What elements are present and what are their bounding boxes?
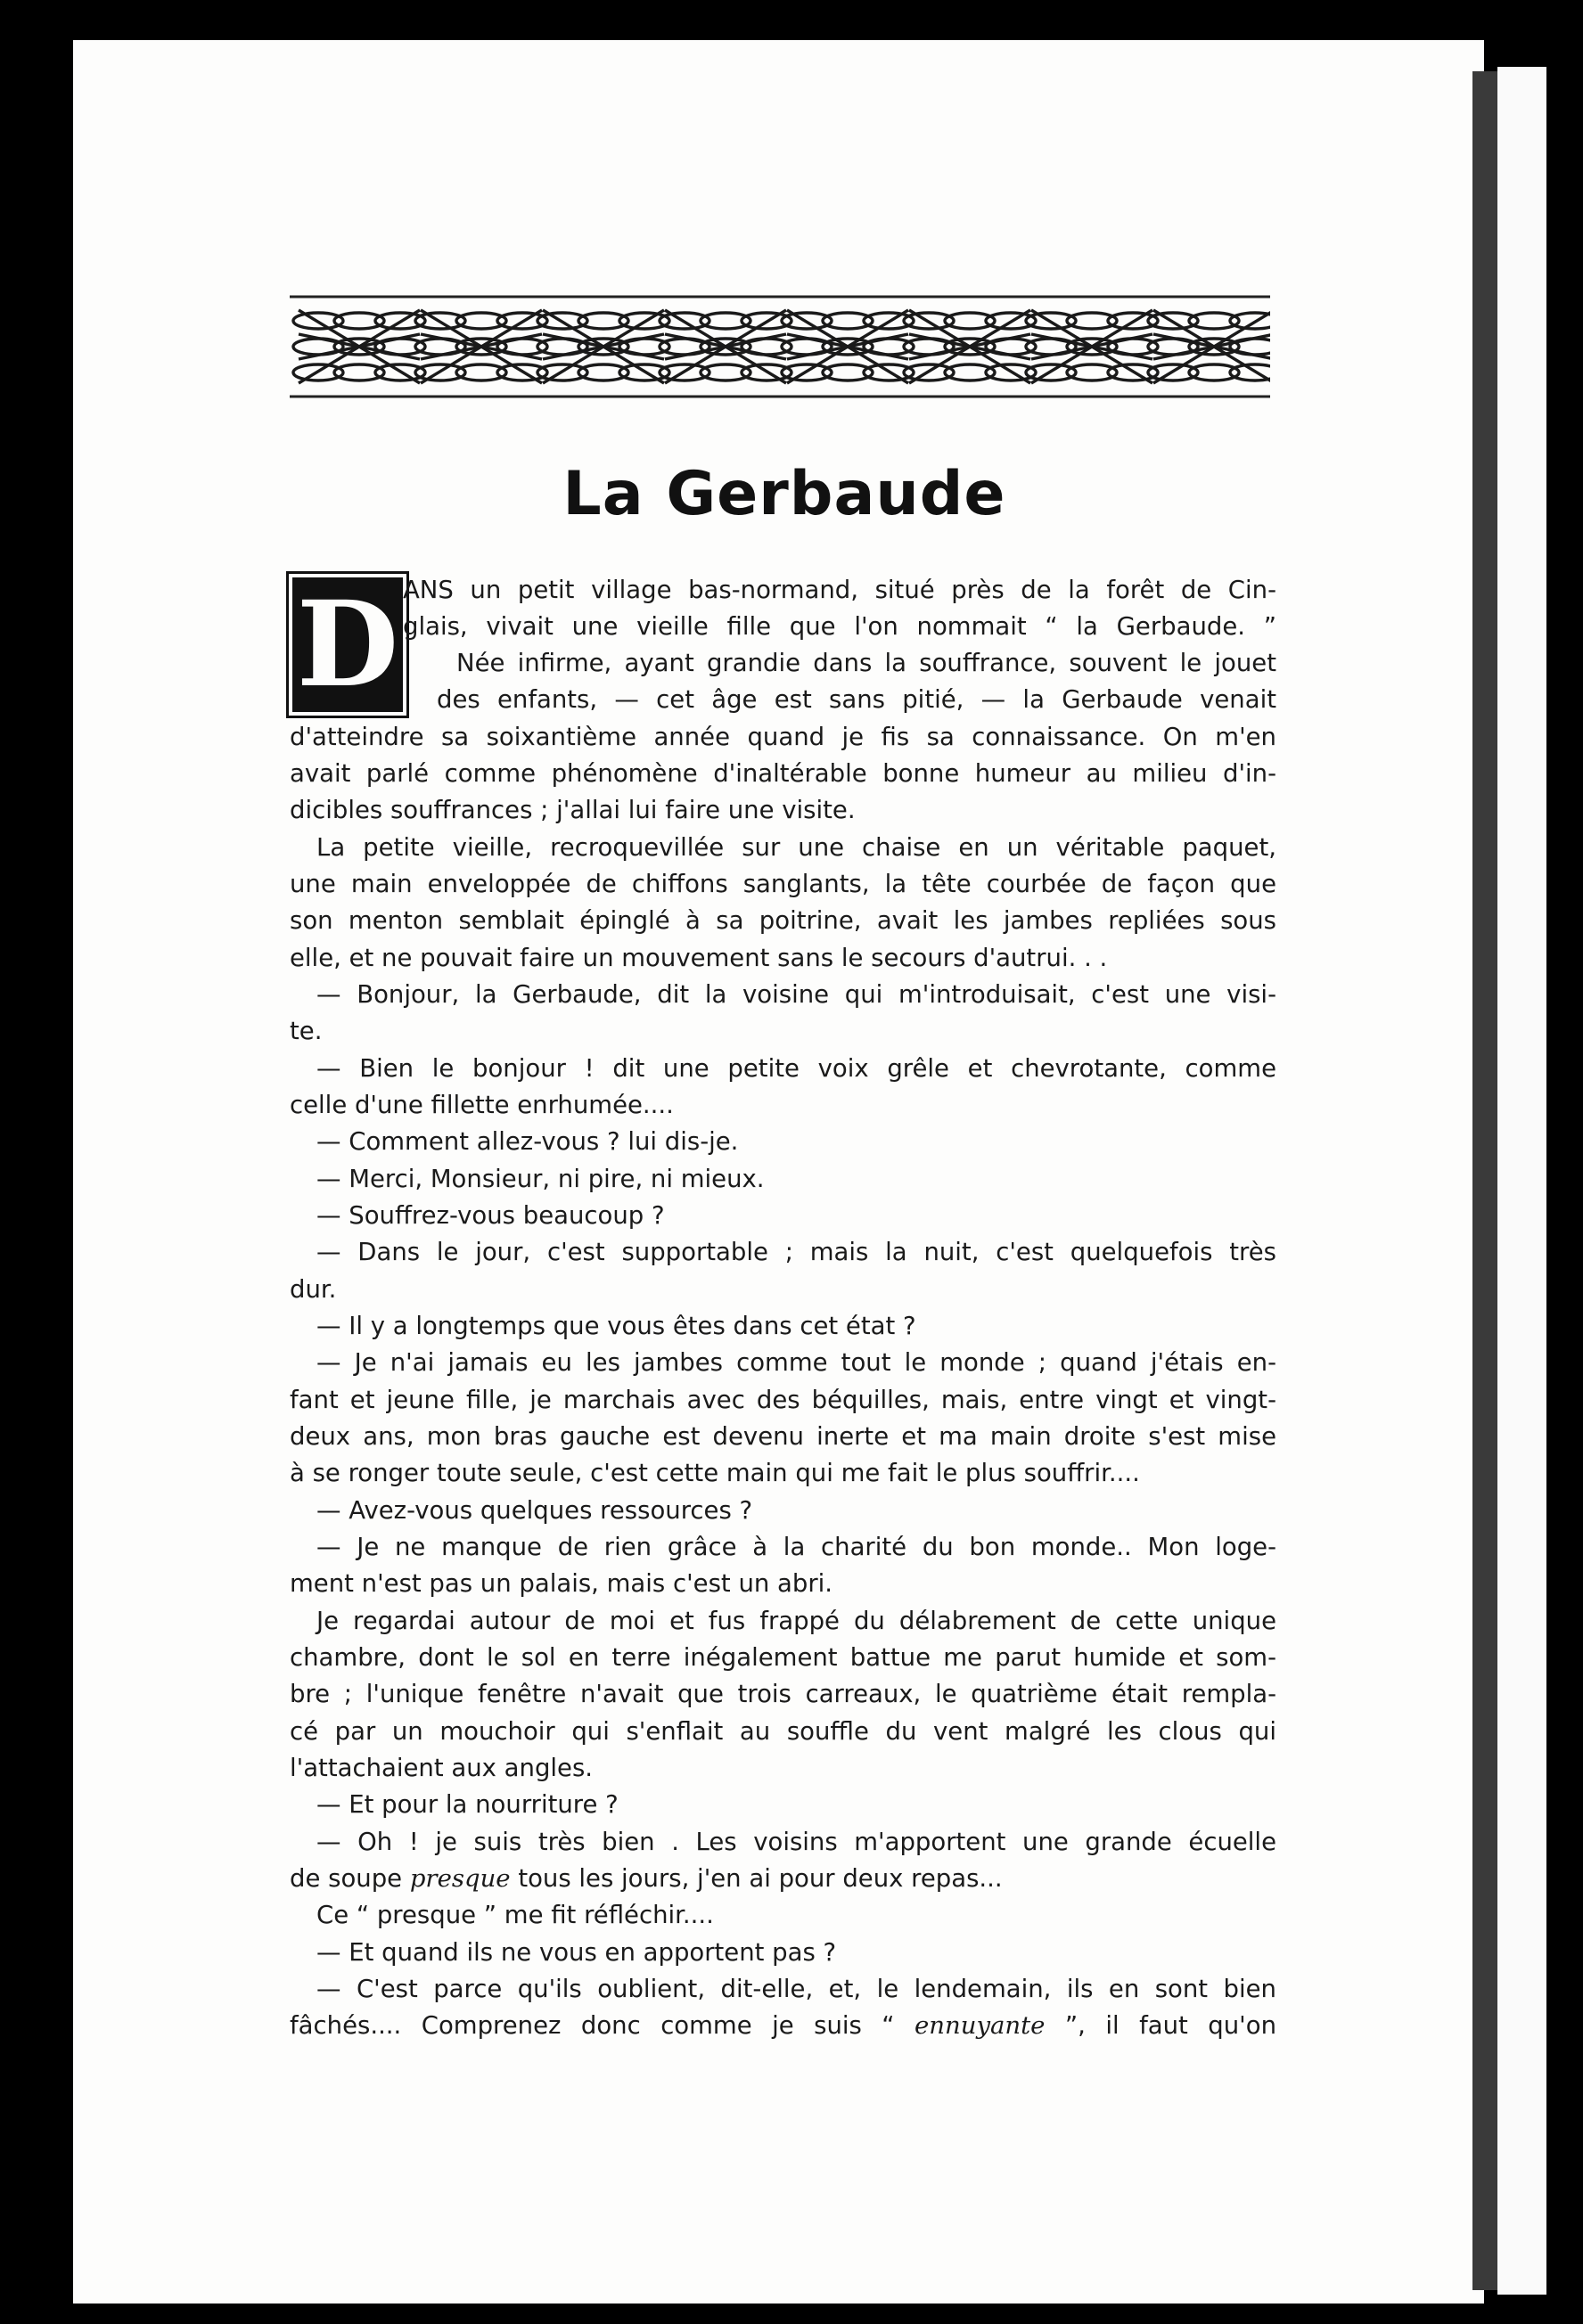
text-line: fant et jeune fille, je marchais avec des béquilles, mais, entre vingt et vingt-: [290, 1386, 1276, 1414]
text-line: Je regardai autour de moi et fus frappé du délabrement de cette unique: [316, 1607, 1276, 1635]
text-line: une main enveloppée de chiffons sanglants, la tête courbée de façon que: [290, 870, 1276, 898]
text-line: son menton semblait épinglé à sa poitrine, avait les jambes repliées sous: [290, 906, 1276, 935]
text-line: à se ronger toute seule, c'est cette main qui me fait le plus souffrir....: [290, 1459, 1140, 1487]
text-run: de soupe: [290, 1864, 403, 1893]
text-line: — Je n'ai jamais eu les jambes comme tout le monde ; quand j'étais en-: [316, 1348, 1276, 1377]
text-line: [290, 1863, 1003, 1894]
text-line: ANS un petit village bas-normand, situé près de la forêt de Cin-: [403, 576, 1276, 604]
text-run: tous les jours, j'en ai pour deux repas...: [518, 1864, 1003, 1893]
scan-border: [1546, 53, 1583, 2324]
drop-cap: [292, 577, 403, 712]
text-line: avait parlé comme phénomène d'inaltérable bonne humeur au milieu d'in-: [290, 759, 1276, 788]
text-line: — Avez-vous quelques ressources ?: [316, 1496, 753, 1525]
text-line: — Bonjour, la Gerbaude, dit la voisine qui m'introduisait, c'est une visi-: [316, 980, 1276, 1009]
text-line: — C'est parce qu'ils oublient, dit-elle, et, le lendemain, ils en sont bien: [316, 1975, 1276, 2003]
text-line: elle, et ne pouvait faire un mouvement sans le secours d'autrui. . .: [290, 944, 1108, 972]
ornamental-header-band: [290, 294, 1270, 399]
page-edge-shadow: [1472, 71, 1497, 2290]
text-line: Née infirme, ayant grandie dans la souffrance, souvent le jouet: [456, 649, 1276, 677]
text-line: — Dans le jour, c'est supportable ; mais la nuit, c'est quelquefois très: [316, 1238, 1276, 1266]
text-line: dicibles souffrances ; j'allai lui faire une visite.: [290, 796, 856, 824]
text-run: ”, il faut qu'on: [1064, 2011, 1276, 2040]
text-line: — Il y a longtemps que vous êtes dans cet état ?: [316, 1312, 916, 1340]
text-line: — Souffrez-vous beaucoup ?: [316, 1201, 665, 1230]
drop-cap-letter: D: [296, 576, 399, 714]
text-line: — Comment allez-vous ? lui dis-je.: [316, 1127, 739, 1156]
text-line: — Merci, Monsieur, ni pire, ni mieux.: [316, 1165, 765, 1193]
text-line: — Et pour la nourriture ?: [316, 1790, 619, 1819]
next-page-edge: [1497, 67, 1546, 2295]
italic-word: ennuyante: [915, 2011, 1046, 2040]
text-line: dur.: [290, 1275, 337, 1304]
text-line: — Bien le bonjour ! dit une petite voix grêle et chevrotante, comme: [316, 1054, 1276, 1083]
text-line: bre ; l'unique fenêtre n'avait que trois carreaux, le quatrième était rempla-: [290, 1680, 1276, 1708]
text-line: d'atteindre sa soixantième année quand je fis sa connaissance. On m'en: [290, 723, 1276, 751]
text-line: chambre, dont le sol en terre inégalement battue me parut humide et som-: [290, 1643, 1276, 1672]
chapter-title: La Gerbaude: [562, 459, 1006, 529]
text-line: des enfants, — cet âge est sans pitié, — la Gerbaude venait: [437, 685, 1276, 714]
text-line: cé par un mouchoir qui s'enflait au souffle du vent malgré les clous qui: [290, 1717, 1276, 1746]
text-line: celle d'une fillette enrhumée....: [290, 1091, 674, 1119]
text-line: [290, 2010, 1276, 2041]
text-line: — Je ne manque de rien grâce à la charité du bon monde.. Mon loge-: [316, 1533, 1276, 1561]
text-line: La petite vieille, recroquevillée sur une chaise en un véritable paquet,: [316, 833, 1276, 862]
text-run: fâchés.... Comprenez donc comme je suis “: [290, 2011, 895, 2040]
text-line: ment n'est pas un palais, mais c'est un abri.: [290, 1569, 833, 1598]
text-line: Ce “ presque ” me fit réfléchir....: [316, 1901, 714, 1929]
text-line: — Oh ! je suis très bien . Les voisins m'apportent une grande écuelle: [316, 1828, 1276, 1856]
text-line: glais, vivait une vieille fille que l'on nommait “ la Gerbaude. ”: [403, 612, 1276, 641]
text-line: — Et quand ils ne vous en apportent pas ?: [316, 1938, 837, 1967]
text-line: l'attachaient aux angles.: [290, 1754, 594, 1782]
italic-word: presque: [409, 1864, 511, 1893]
text-line: te.: [290, 1017, 323, 1045]
text-line: deux ans, mon bras gauche est devenu inerte et ma main droite s'est mise: [290, 1422, 1276, 1451]
